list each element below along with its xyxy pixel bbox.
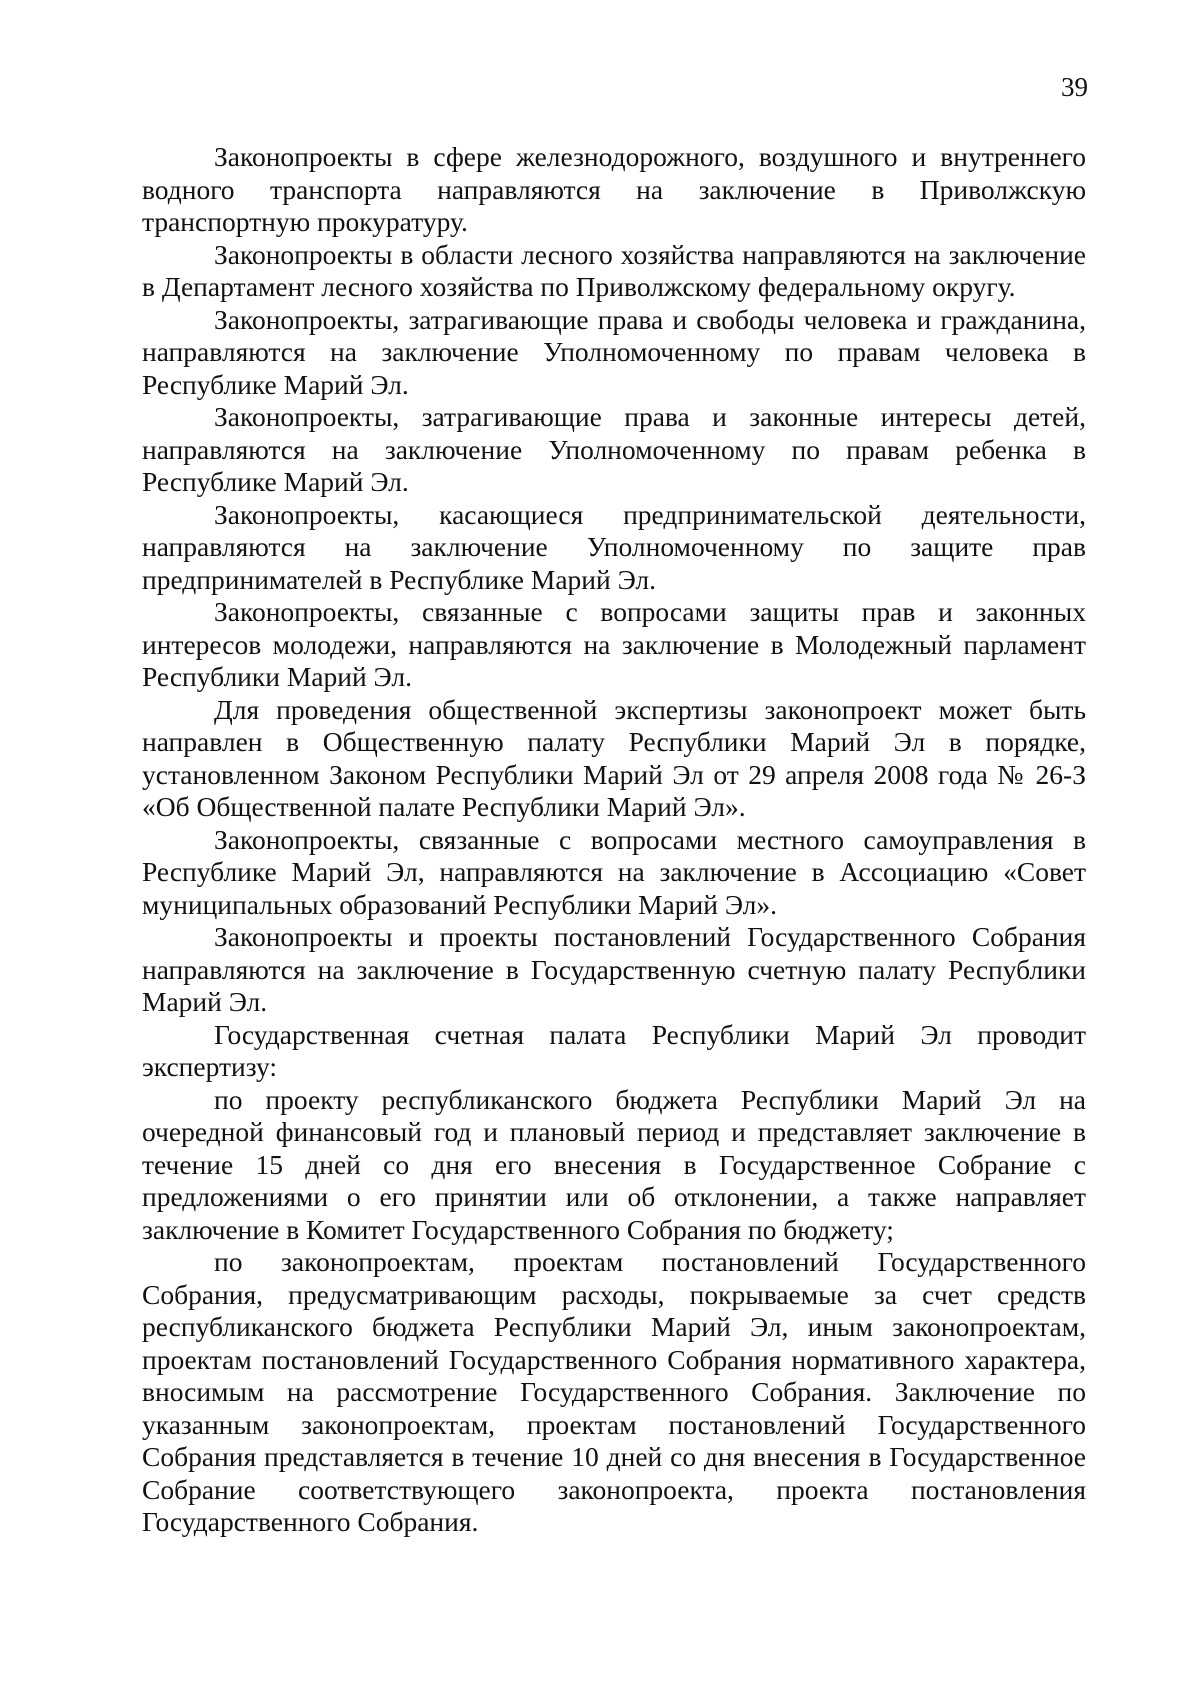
paragraph-bills-expertise: по законопроектам, проектам постановлений Государственного Собрания, предусматривающим расходы, покрываемые за счет средств республиканского бюджета Республики Марий Эл, иным законопроектам, проектам постановлений Государственного Собрания нормативного характера, вносимым на рассмотрение Государственного Собрания. Заключение по указанным законопроектам, проектам постановлений Государственного Собрания представляется в течение 10 дней со дня внесения в Государственное Собрание соответствующего законопроекта, проекта постановления Государственного Собрания. [142, 1246, 1086, 1537]
paragraph-forestry: Законопроекты в области лесного хозяйства направляются на заключение в Департамент лесного хозяйства по Приволжскому федеральному округу. [142, 238, 1086, 302]
document-body [142, 141, 1086, 1539]
paragraph-expertise-intro: Государственная счетная палата Республики Марий Эл проводит экспертизу: [142, 1018, 1086, 1082]
paragraph-budget-expertise: по проекту республиканского бюджета Республики Марий Эл на очередной финансовый год и плановый период и представляет заключение в течение 15 дней со дня его внесения в Государственное Собрание с предложениями о его принятии или об отклонении, а также направляет заключение в Комитет Государственного Собрания по бюджету; [142, 1083, 1086, 1245]
paragraph-child-rights: Законопроекты, затрагивающие права и законные интересы детей, направляются на заключение Уполномоченному по правам ребенка в Республике Марий Эл. [142, 401, 1086, 497]
page-number: 39 [1061, 72, 1088, 102]
paragraph-local-government: Законопроекты, связанные с вопросами местного самоуправления в Республике Марий Эл, направляются на заключение в Ассоциацию «Совет муниципальных образований Республики Марий Эл». [142, 823, 1086, 920]
paragraph-railway-transport: Законопроекты в сфере железнодорожного, воздушного и внутреннего водного транспорта направляются на заключение в Приволжскую транспортную прокуратуру. [142, 141, 1086, 237]
paragraph-human-rights: Законопроекты, затрагивающие права и свободы человека и гражданина, направляются на заключение Уполномоченному по правам человека в Республике Марий Эл. [142, 303, 1086, 400]
paragraph-youth: Законопроекты, связанные с вопросами защиты прав и законных интересов молодежи, направляются на заключение в Молодежный парламент Республики Марий Эл. [142, 596, 1086, 692]
paragraph-public-chamber: Для проведения общественной экспертизы законопроект может быть направлен в Общественную палату Республики Марий Эл в порядке, установленном Законом Республики Марий Эл от 29 апреля 2008 года № 26-З «Об Общественной палате Республики Марий Эл». [142, 693, 1086, 822]
paragraph-accounts-chamber: Законопроекты и проекты постановлений Государственного Собрания направляются на заключение в Государственную счетную палату Республики Марий Эл. [142, 921, 1086, 1017]
paragraph-entrepreneurs: Законопроекты, касающиеся предпринимательской деятельности, направляются на заключение Уполномоченному по защите прав предпринимателей в Республике Марий Эл. [142, 498, 1086, 595]
